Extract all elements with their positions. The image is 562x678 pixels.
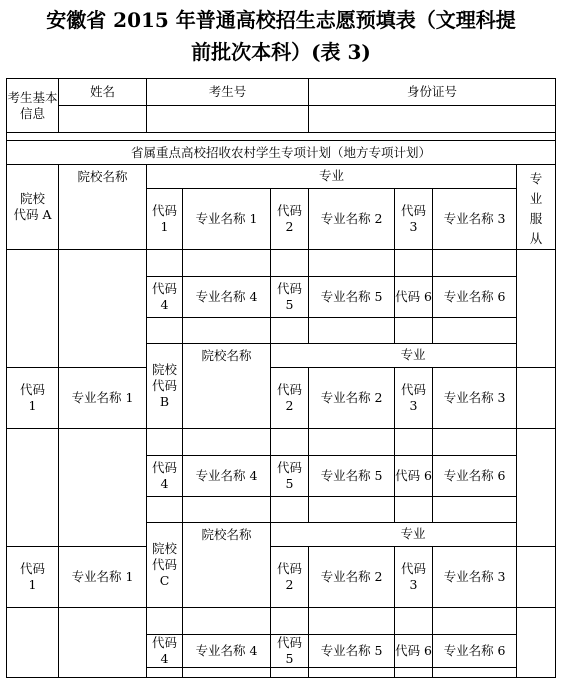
major-name-label-a6: 专业名称 6 (433, 277, 517, 318)
major-field-a4[interactable] (183, 318, 271, 344)
major-field-b4[interactable] (183, 497, 271, 523)
major-field-c4[interactable] (147, 668, 183, 678)
name-label: 姓名 (59, 79, 147, 106)
id-no-label: 身份证号 (309, 79, 556, 106)
major-field-a5[interactable] (309, 318, 395, 344)
major-code-label-a3: 代码 3 (395, 188, 433, 249)
major-code-label-c3: 代码 3 (395, 546, 433, 607)
school-name-field-a[interactable] (59, 250, 147, 368)
exam-no-label: 考生号 (147, 79, 309, 106)
major-field-b2[interactable] (271, 429, 309, 456)
school-name-field-b[interactable] (59, 429, 147, 547)
major-code-label-b5: 代码 5 (271, 456, 309, 497)
major-field-b3[interactable] (395, 429, 433, 456)
major-name-label-c5: 专业名称 5 (309, 635, 395, 668)
name-field[interactable] (59, 106, 147, 133)
school-name-label-a: 院校名称 (59, 165, 147, 250)
major-name-label-a3: 专业名称 3 (433, 188, 517, 249)
major-field-c4[interactable] (183, 668, 271, 678)
major-field-c6[interactable] (433, 668, 517, 678)
major-field-c3[interactable] (395, 608, 433, 635)
major-field-c2[interactable] (309, 608, 395, 635)
major-name-label-c1: 专业名称 1 (59, 546, 147, 607)
major-code-label-b3: 代码 3 (395, 367, 433, 428)
major-header-b: 专业 (271, 344, 556, 368)
page-title (0, 4, 562, 68)
major-field-a4[interactable] (147, 318, 183, 344)
major-field-b1[interactable] (147, 429, 183, 456)
major-field-a1[interactable] (183, 250, 271, 277)
major-field-c1[interactable] (183, 608, 271, 635)
basic-info-label: 考生基本 信息 (7, 79, 59, 133)
section-title: 省属重点高校招收农村学生专项计划（地方专项计划） (7, 141, 556, 165)
major-name-label-b1: 专业名称 1 (59, 367, 147, 428)
major-field-c5[interactable] (309, 668, 395, 678)
major-field-a3[interactable] (395, 250, 433, 277)
major-name-label-c2: 专业名称 2 (309, 546, 395, 607)
major-field-c2[interactable] (271, 608, 309, 635)
major-code-label-c4: 代码 4 (147, 635, 183, 668)
major-field-a5[interactable] (271, 318, 309, 344)
major-field-b6[interactable] (433, 497, 517, 523)
major-name-label-b4: 专业名称 4 (183, 456, 271, 497)
major-field-b3[interactable] (433, 429, 517, 456)
major-code-label-a4: 代码 4 (147, 277, 183, 318)
major-field-b4[interactable] (147, 497, 183, 523)
major-name-label-c6: 专业名称 6 (433, 635, 517, 668)
major-code-label-b6: 代码 6 (395, 456, 433, 497)
major-field-a1[interactable] (147, 250, 183, 277)
major-code-label-a5: 代码 5 (271, 277, 309, 318)
major-field-a6[interactable] (395, 318, 433, 344)
major-name-label-a4: 专业名称 4 (183, 277, 271, 318)
school-code-label-c: 院校 代码 C (147, 523, 183, 608)
major-code-label-b2: 代码 2 (271, 367, 309, 428)
major-name-label-a5: 专业名称 5 (309, 277, 395, 318)
adjust-label-a: 专业服从 (517, 165, 556, 250)
major-code-label-b4: 代码 4 (147, 456, 183, 497)
major-field-c6[interactable] (395, 668, 433, 678)
school-name-label-c: 院校名称 (183, 523, 271, 608)
major-field-a2[interactable] (309, 250, 395, 277)
major-code-label-c1: 代码 1 (7, 546, 59, 607)
adjust-field-c[interactable] (517, 608, 556, 678)
id-no-field[interactable] (309, 106, 556, 133)
school-code-field-c[interactable] (7, 608, 59, 678)
major-name-label-b2: 专业名称 2 (309, 367, 395, 428)
school-code-label-a: 院校 代码 A (7, 165, 59, 250)
major-name-label-b5: 专业名称 5 (309, 456, 395, 497)
major-field-c1[interactable] (147, 608, 183, 635)
major-code-label-c5: 代码 5 (271, 635, 309, 668)
major-name-label-c3: 专业名称 3 (433, 546, 517, 607)
major-code-label-a1: 代码 1 (147, 188, 183, 249)
major-field-c3[interactable] (433, 608, 517, 635)
major-name-label-a1: 专业名称 1 (183, 188, 271, 249)
major-field-b2[interactable] (309, 429, 395, 456)
school-code-field-a[interactable] (7, 250, 59, 368)
major-field-a6[interactable] (433, 318, 517, 344)
spacer-row (7, 133, 556, 141)
school-code-label-b: 院校 代码 B (147, 344, 183, 429)
major-field-b5[interactable] (271, 497, 309, 523)
major-field-b6[interactable] (395, 497, 433, 523)
major-field-a2[interactable] (271, 250, 309, 277)
major-field-b1[interactable] (183, 429, 271, 456)
major-field-c5[interactable] (271, 668, 309, 678)
page-title-line1: 安徽省 2015 年普通高校招生志愿预填表（文理科提 (46, 8, 516, 32)
major-code-label-c2: 代码 2 (271, 546, 309, 607)
exam-no-field[interactable] (147, 106, 309, 133)
major-name-label-b3: 专业名称 3 (433, 367, 517, 428)
major-code-label-b1: 代码 1 (7, 367, 59, 428)
page-title-line2: 前批次本科）(表 3) (191, 40, 371, 64)
application-form-table (6, 78, 556, 678)
major-name-label-c4: 专业名称 4 (183, 635, 271, 668)
major-code-label-c6: 代码 6 (395, 635, 433, 668)
major-code-label-a6: 代码 6 (395, 277, 433, 318)
school-code-field-b[interactable] (7, 429, 59, 547)
school-name-field-c[interactable] (59, 608, 147, 678)
major-header-c: 专业 (271, 523, 556, 547)
major-field-b5[interactable] (309, 497, 395, 523)
school-name-label-b: 院校名称 (183, 344, 271, 429)
major-name-label-a2: 专业名称 2 (309, 188, 395, 249)
major-field-a3[interactable] (433, 250, 517, 277)
major-code-label-a2: 代码 2 (271, 188, 309, 249)
major-name-label-b6: 专业名称 6 (433, 456, 517, 497)
major-header-a: 专业 (147, 165, 517, 189)
